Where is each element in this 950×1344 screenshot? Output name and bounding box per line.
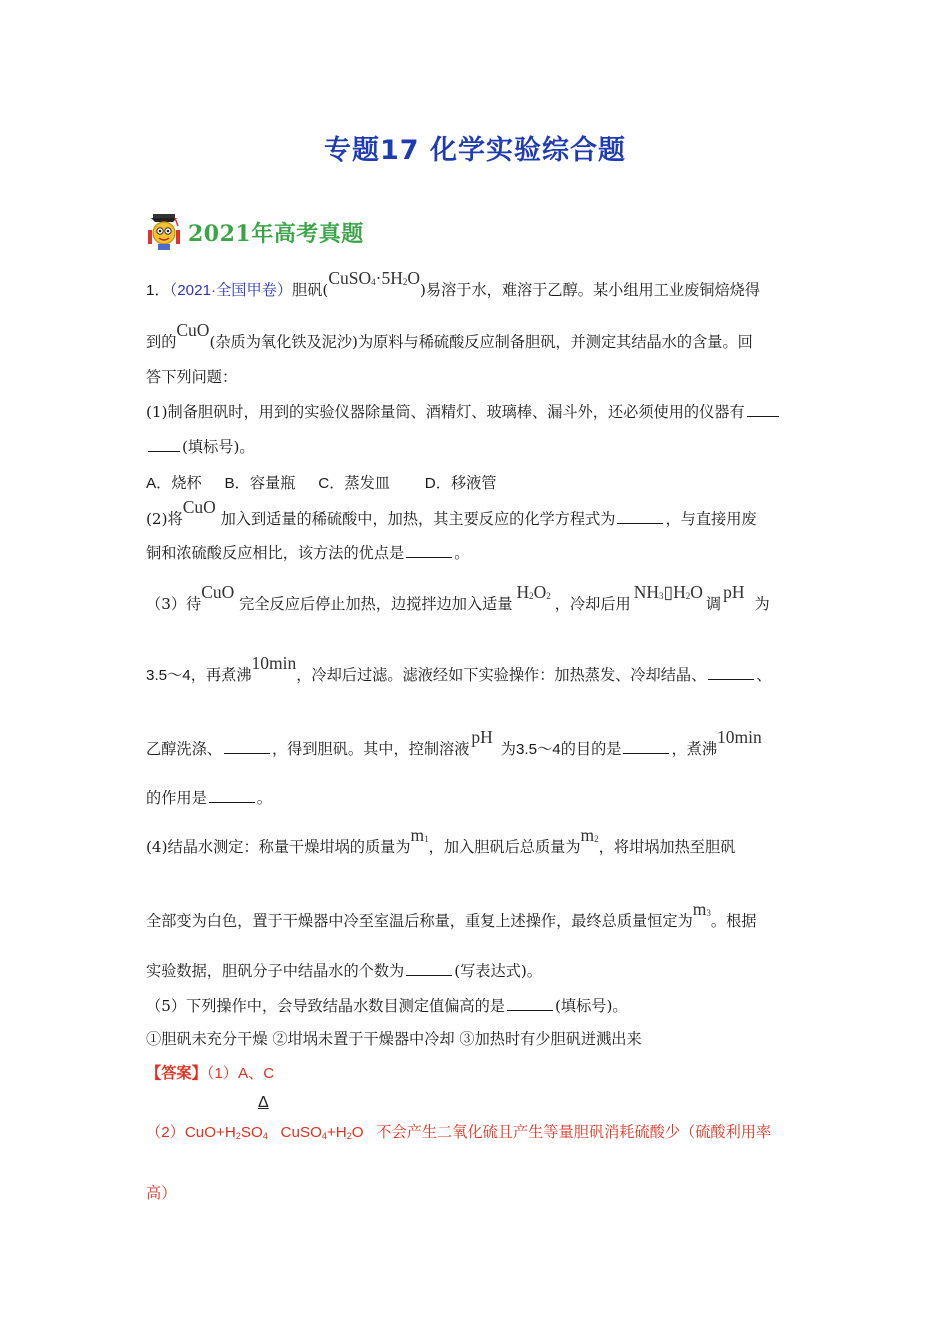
q1-part3-line-1 [146,582,770,618]
formula-part: H [516,582,530,602]
formula-cuo: CuO [201,582,235,602]
formula-sub: 2 [402,277,408,287]
formula-ph: pH [723,582,745,602]
text-segment: 全部变为白色，置于干燥器中冷至室温后称量，重复上述操作，最终总质量恒定为 [146,912,693,930]
text-segment: 。根据 [710,912,757,930]
text-segment: 。 [454,544,470,562]
formula-cuo: CuO [182,497,216,517]
text-segment: (2)将 [146,510,183,528]
text-segment: 的作用是 [146,789,207,807]
q1-part3-line-4 [146,787,272,809]
answer-blank [623,739,669,754]
text-segment: ，将坩埚加热至胆矾 [598,838,736,856]
text-segment: （3）待 [146,595,202,613]
text-segment: ，冷却后用 [554,595,631,613]
answer-line-1 [146,1062,274,1085]
q1-part1-line-2 [146,436,255,458]
formula-sub: 2 [594,834,599,844]
formula-10min: 10min [717,727,762,747]
formula-m1 [411,825,429,845]
text-segment: ，煮沸 [671,740,718,758]
text-segment: (填标号)。 [554,997,628,1015]
answer-text: （2）CuO+H [146,1124,236,1141]
option-text: 蒸发皿 [344,474,390,492]
text-segment: 到的 [146,333,177,351]
option-text: 移液管 [450,474,497,492]
answer-blank [507,996,553,1011]
formula-sub: 4 [262,1131,268,1141]
option-letter: B． [224,475,250,492]
formula-sub: 2 [685,591,691,601]
answer-blank [224,739,270,754]
formula-ph: pH [471,727,493,747]
answer-blank [209,788,255,803]
formula-10min: 10min [251,653,297,673]
section-label: 2021年高考真题 [188,220,364,247]
text-segment: ，加入胆矾后总质量为 [428,838,581,856]
text-segment: (1)制备胆矾时，用到的实验仪器除量筒、酒精灯、玻璃棒、漏斗外，还必须使用的仪器有 [146,403,745,421]
text-segment: （5）下列操作中，会导致结晶水数目测定值偏高的是 [146,997,505,1015]
answer-blank [148,437,180,452]
formula-h2o2 [517,582,551,602]
option-d [425,472,497,495]
text-segment: ，与直接用废 [665,510,757,528]
q1-part3-line-2 [146,653,772,687]
option-letter: A． [146,475,172,492]
answer-line-3: 高） [146,1184,177,1202]
option-text: 容量瓶 [249,474,296,492]
q1-line-1 [146,268,761,304]
formula-sub: 2 [235,1131,241,1141]
q1-part4-line-3 [146,960,542,982]
answer-blank [617,509,663,524]
answer-blank [406,961,452,976]
text-segment: ，再煮沸 [190,666,252,684]
q1-part5-line-1 [146,995,628,1017]
text-segment: 加入到适量的稀硫酸中，加热，其主要反应的化学方程式为 [220,510,616,528]
option-letter: D． [424,475,451,492]
answer-blank [406,543,452,558]
formula-sub: 3 [706,908,711,918]
q1-part2-line-1 [146,497,757,530]
option-c [318,472,390,495]
q1-part3-line-3 [146,727,762,761]
answer-text: O 不会产生二氧化硫且产生等量胆矾消耗硫酸少（硫酸利用率 [351,1124,772,1141]
formula-part: O [690,582,703,602]
text-segment: 实验数据，胆矾分子中结晶水的个数为 [146,962,405,980]
formula-part: m [692,899,707,919]
answer-label: 【答案】 [146,1064,207,1082]
formula-m3 [693,899,711,919]
option-a [146,472,202,495]
option-letter: C． [318,475,345,492]
formula-part: m [410,825,425,845]
formula-part: O [533,582,547,602]
text-segment: 完全反应后停止加热，边搅拌边加入适量 [239,595,513,613]
formula-sub: 4 [321,1131,327,1141]
text-segment: 铜和浓硫酸反应相比，该方法的优点是 [146,544,405,562]
q1-part5-options: ①胆矾未充分干燥 ②坩埚未置于干燥器中冷却 ③加热时有少胆矾迸溅出来 [146,1030,642,1048]
formula-sub: 1 [424,834,429,844]
answer-blank [747,402,779,417]
q1-part2-line-2 [146,542,469,564]
answer-text: SO [240,1124,263,1141]
q1-line-2 [146,320,753,353]
formula-part: m [580,825,595,845]
text-segment: 3.5～4 [146,667,191,684]
section-header [146,212,364,252]
q1-options [146,472,515,495]
formula-sub: 3 [659,591,664,601]
text-segment: (写表达式)。 [454,962,542,980]
question-number: 1． [146,282,170,299]
text-segment: 调 [705,595,722,613]
answer-blank [708,665,754,680]
formula-nh3-h2o [634,582,703,602]
text-segment: 、 [756,666,772,684]
formula-sub: 4 [371,277,376,287]
formula-sub: 2 [529,591,534,601]
text-segment: 为 [754,595,770,613]
page-title: 专题17 化学实验综合题 [324,135,626,166]
answer-line-2 [146,1122,771,1147]
option-text: 烧杯 [171,474,202,492]
formula-part: ·5H [375,268,403,288]
answer-part1: （1）A、C [206,1065,275,1082]
text-segment: 乙醇洗涤、 [146,740,222,758]
formula-m2 [581,825,599,845]
formula-part: ▯H [663,582,686,602]
option-b [225,472,296,495]
q1-part1-line-1 [146,401,781,423]
formula-cuo: CuO [176,320,210,340]
formula-cuso4-5h2o [328,268,420,288]
formula-part: O [407,268,420,288]
formula-part: NH [633,582,659,602]
answer-text: +H [326,1124,347,1141]
text-segment: 为 [500,740,516,758]
text-segment: 。 [256,789,272,807]
text-segment: ，得到胆矾。其中，控制溶液 [271,740,470,758]
text-segment: 3.5～4 [515,741,561,758]
formula-sub: 2 [346,1131,352,1141]
text-segment: 胆矾( [292,281,329,299]
text-segment: )易溶于水，难溶于乙醇。某小组用工业废铜焙烧得 [419,281,761,299]
q1-line-3: 答下列问题： [146,368,238,386]
heat-symbol: Δ [258,1094,269,1111]
q1-part4-line-1 [146,825,736,861]
text-segment: 的目的是 [560,740,622,758]
mascot-icon [146,213,182,251]
q1-part4-line-2 [146,899,757,935]
text-segment: ，冷却后过滤。滤液经如下实验操作：加热蒸发、冷却结晶、 [296,666,707,684]
text-segment: (4)结晶水测定：称量干燥坩埚的质量为 [146,838,411,856]
formula-sub: 2 [546,591,551,601]
question-source: （2021·全国甲卷） [169,282,293,299]
text-segment: (杂质为氧化铁及泥沙)为原料与稀硫酸反应制备胆矾，并测定其结晶水的含量。回 [209,333,753,351]
text-segment: (填标号)。 [182,438,255,456]
answer-text: CuSO [267,1124,322,1141]
formula-part: CuSO [328,268,372,288]
